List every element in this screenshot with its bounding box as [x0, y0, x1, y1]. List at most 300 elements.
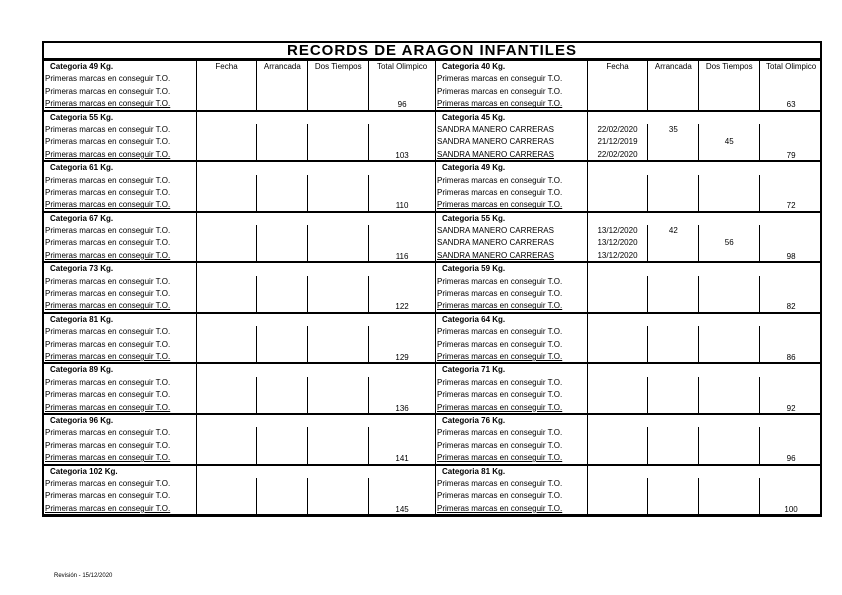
total-olimpico-value: 82 [760, 300, 822, 312]
blank-cell [760, 213, 822, 225]
table-row [44, 490, 435, 502]
blank-cell [257, 314, 308, 326]
dos-tiempos-value [308, 225, 369, 237]
blank-cell [588, 162, 649, 174]
blank-cell [257, 415, 308, 427]
arrancada-value [257, 503, 308, 515]
arrancada-value [257, 276, 308, 288]
blank-cell [648, 213, 699, 225]
blank-cell [197, 415, 258, 427]
category-label: Categoria 102 Kg. [44, 466, 197, 478]
blank-cell [760, 112, 822, 124]
blank-cell [760, 466, 822, 478]
blank-cell [699, 112, 760, 124]
blank-cell [369, 263, 435, 275]
table-row [44, 98, 435, 110]
right-records-table [436, 60, 822, 515]
table-row [436, 124, 822, 136]
table-row [44, 503, 435, 515]
total-olimpico-value [760, 288, 822, 300]
table-row [436, 503, 822, 515]
fecha-value [197, 276, 258, 288]
total-olimpico-value [760, 440, 822, 452]
category-row [436, 465, 822, 478]
total-olimpico-value [369, 187, 435, 199]
athlete-name: Primeras marcas en conseguir T.O. [436, 427, 588, 439]
total-olimpico-value [369, 478, 435, 490]
category-label: Categoria 81 Kg. [44, 314, 197, 326]
arrancada-value [257, 402, 308, 414]
table-row [436, 187, 822, 199]
table-row [436, 452, 822, 464]
table-row [44, 288, 435, 300]
dos-tiempos-value [699, 149, 760, 161]
column-header-dos-tiempos: Dos Tiempos [699, 61, 760, 73]
blank-cell [257, 263, 308, 275]
table-row [436, 73, 822, 85]
arrancada-value [257, 490, 308, 502]
athlete-name: Primeras marcas en conseguir T.O. [436, 276, 588, 288]
total-olimpico-value [369, 326, 435, 338]
arrancada-value [257, 175, 308, 187]
category-label: Categoria 40 Kg. [436, 61, 588, 73]
fecha-value [197, 300, 258, 312]
athlete-name: Primeras marcas en conseguir T.O. [436, 199, 588, 211]
dos-tiempos-value [308, 237, 369, 249]
table-row [436, 427, 822, 439]
blank-cell [369, 415, 435, 427]
total-olimpico-value: 103 [369, 149, 435, 161]
total-olimpico-value [369, 389, 435, 401]
dos-tiempos-value [308, 478, 369, 490]
fecha-value [197, 326, 258, 338]
fecha-value [588, 187, 649, 199]
dos-tiempos-value [308, 199, 369, 211]
blank-cell [760, 314, 822, 326]
table-row [44, 427, 435, 439]
athlete-name: Primeras marcas en conseguir T.O. [44, 149, 197, 161]
dos-tiempos-value [308, 377, 369, 389]
total-olimpico-value [760, 175, 822, 187]
total-olimpico-value [369, 225, 435, 237]
blank-cell [257, 112, 308, 124]
athlete-name: Primeras marcas en conseguir T.O. [436, 187, 588, 199]
dos-tiempos-value [699, 187, 760, 199]
category-row [436, 111, 822, 124]
blank-cell [197, 162, 258, 174]
table-row [436, 339, 822, 351]
fecha-value [197, 377, 258, 389]
athlete-name: SANDRA MANERO CARRERAS [436, 124, 588, 136]
category-row [44, 262, 435, 275]
table-row [44, 440, 435, 452]
dos-tiempos-value [699, 250, 760, 262]
dos-tiempos-value [308, 124, 369, 136]
total-olimpico-value [369, 237, 435, 249]
blank-cell [699, 263, 760, 275]
blank-cell [369, 112, 435, 124]
dos-tiempos-value [699, 124, 760, 136]
dos-tiempos-value [308, 276, 369, 288]
category-label: Categoria 55 Kg. [436, 213, 588, 225]
total-olimpico-value [369, 73, 435, 85]
total-olimpico-value [369, 288, 435, 300]
athlete-name: SANDRA MANERO CARRERAS [436, 136, 588, 148]
dos-tiempos-value [699, 452, 760, 464]
dos-tiempos-value [699, 225, 760, 237]
category-row [436, 313, 822, 326]
table-row [436, 250, 822, 262]
arrancada-value [257, 351, 308, 363]
arrancada-value [648, 98, 699, 110]
category-row [44, 313, 435, 326]
fecha-value [197, 452, 258, 464]
arrancada-value [648, 86, 699, 98]
fecha-value [197, 199, 258, 211]
dos-tiempos-value [699, 276, 760, 288]
blank-cell [760, 415, 822, 427]
category-row [44, 414, 435, 427]
fecha-value [588, 175, 649, 187]
table-row [436, 326, 822, 338]
athlete-name: Primeras marcas en conseguir T.O. [436, 490, 588, 502]
arrancada-value [257, 86, 308, 98]
blank-cell [197, 364, 258, 376]
total-olimpico-value [760, 187, 822, 199]
blank-cell [308, 112, 369, 124]
arrancada-value [648, 402, 699, 414]
athlete-name: Primeras marcas en conseguir T.O. [44, 351, 197, 363]
dos-tiempos-value [308, 86, 369, 98]
arrancada-value [257, 199, 308, 211]
arrancada-value [257, 478, 308, 490]
arrancada-value [648, 136, 699, 148]
table-row [44, 377, 435, 389]
dos-tiempos-value [699, 440, 760, 452]
total-olimpico-value [760, 427, 822, 439]
blank-cell [197, 213, 258, 225]
blank-cell [760, 162, 822, 174]
athlete-name: Primeras marcas en conseguir T.O. [44, 503, 197, 515]
total-olimpico-value: 141 [369, 452, 435, 464]
fecha-value [588, 427, 649, 439]
table-row [436, 389, 822, 401]
athlete-name: SANDRA MANERO CARRERAS [436, 237, 588, 249]
total-olimpico-value [760, 136, 822, 148]
table-row [44, 237, 435, 249]
fecha-value [197, 86, 258, 98]
arrancada-value [648, 250, 699, 262]
athlete-name: Primeras marcas en conseguir T.O. [436, 73, 588, 85]
arrancada-value [648, 389, 699, 401]
athlete-name: Primeras marcas en conseguir T.O. [436, 300, 588, 312]
fecha-value [588, 339, 649, 351]
fecha-value [197, 136, 258, 148]
dos-tiempos-value [699, 86, 760, 98]
category-row [436, 212, 822, 225]
blank-cell [588, 112, 649, 124]
arrancada-value [257, 377, 308, 389]
column-header-arrancada: Arrancada [648, 61, 699, 73]
dos-tiempos-value [699, 402, 760, 414]
blank-cell [648, 415, 699, 427]
blank-cell [699, 415, 760, 427]
athlete-name: Primeras marcas en conseguir T.O. [44, 237, 197, 249]
fecha-value [588, 351, 649, 363]
total-olimpico-value [760, 377, 822, 389]
column-header-total-olimpico: Total Olimpico [765, 62, 817, 71]
athlete-name: Primeras marcas en conseguir T.O. [436, 389, 588, 401]
dos-tiempos-value [308, 175, 369, 187]
athlete-name: Primeras marcas en conseguir T.O. [436, 326, 588, 338]
arrancada-value [648, 427, 699, 439]
blank-cell [257, 364, 308, 376]
fecha-value [197, 225, 258, 237]
total-olimpico-value: 145 [369, 503, 435, 515]
athlete-name: Primeras marcas en conseguir T.O. [44, 175, 197, 187]
dos-tiempos-value [699, 478, 760, 490]
category-row [436, 60, 822, 73]
category-label: Categoria 89 Kg. [44, 364, 197, 376]
total-olimpico-value [760, 86, 822, 98]
blank-cell [197, 263, 258, 275]
athlete-name: SANDRA MANERO CARRERAS [436, 149, 588, 161]
total-olimpico-value: 110 [369, 199, 435, 211]
blank-cell [699, 364, 760, 376]
category-label: Categoria 73 Kg. [44, 263, 197, 275]
athlete-name: Primeras marcas en conseguir T.O. [436, 339, 588, 351]
athlete-name: Primeras marcas en conseguir T.O. [44, 427, 197, 439]
fecha-value [197, 351, 258, 363]
arrancada-value [257, 300, 308, 312]
total-olimpico-value [760, 225, 822, 237]
athlete-name: Primeras marcas en conseguir T.O. [436, 452, 588, 464]
dos-tiempos-value [699, 377, 760, 389]
table-row [436, 377, 822, 389]
total-olimpico-value [760, 73, 822, 85]
category-label: Categoria 45 Kg. [436, 112, 588, 124]
fecha-value: 13/12/2020 [588, 237, 649, 249]
arrancada-value: 35 [648, 124, 699, 136]
total-olimpico-value: 122 [369, 300, 435, 312]
blank-cell [369, 213, 435, 225]
fecha-value [197, 250, 258, 262]
blank-cell [648, 162, 699, 174]
fecha-value: 13/12/2020 [588, 225, 649, 237]
arrancada-value [257, 124, 308, 136]
athlete-name: Primeras marcas en conseguir T.O. [44, 326, 197, 338]
dos-tiempos-value [308, 402, 369, 414]
revision-note: Revisión - 15/12/2020 [54, 573, 113, 579]
athlete-name: Primeras marcas en conseguir T.O. [44, 452, 197, 464]
athlete-name: Primeras marcas en conseguir T.O. [44, 136, 197, 148]
athlete-name: Primeras marcas en conseguir T.O. [44, 225, 197, 237]
dos-tiempos-value [308, 490, 369, 502]
dos-tiempos-value [308, 187, 369, 199]
fecha-value [588, 440, 649, 452]
total-olimpico-value [369, 124, 435, 136]
table-row [436, 136, 822, 148]
table-row [44, 326, 435, 338]
table-row [44, 187, 435, 199]
table-row [44, 175, 435, 187]
category-label: Categoria 81 Kg. [436, 466, 588, 478]
blank-cell [760, 263, 822, 275]
arrancada-value [648, 339, 699, 351]
dos-tiempos-value [699, 199, 760, 211]
fecha-value [588, 86, 649, 98]
dos-tiempos-value [308, 250, 369, 262]
athlete-name: Primeras marcas en conseguir T.O. [436, 440, 588, 452]
dos-tiempos-value [699, 351, 760, 363]
athlete-name: Primeras marcas en conseguir T.O. [436, 377, 588, 389]
total-olimpico-value [369, 490, 435, 502]
arrancada-value [648, 237, 699, 249]
arrancada-value [648, 73, 699, 85]
dos-tiempos-value [308, 427, 369, 439]
table-row [436, 402, 822, 414]
blank-cell [699, 466, 760, 478]
dos-tiempos-value [699, 98, 760, 110]
fecha-value [588, 98, 649, 110]
athlete-name: SANDRA MANERO CARRERAS [436, 225, 588, 237]
total-olimpico-value: 96 [760, 452, 822, 464]
blank-cell [257, 466, 308, 478]
total-olimpico-value [760, 124, 822, 136]
fecha-value [197, 440, 258, 452]
athlete-name: Primeras marcas en conseguir T.O. [44, 389, 197, 401]
total-olimpico-value [760, 276, 822, 288]
total-olimpico-value: 92 [760, 402, 822, 414]
column-header-fecha: Fecha [197, 61, 258, 73]
total-olimpico-value [760, 237, 822, 249]
athlete-name: Primeras marcas en conseguir T.O. [44, 73, 197, 85]
table-row [44, 300, 435, 312]
blank-cell [197, 112, 258, 124]
table-row [44, 351, 435, 363]
arrancada-value [257, 339, 308, 351]
fecha-value [197, 237, 258, 249]
total-olimpico-value [760, 490, 822, 502]
dos-tiempos-value [308, 98, 369, 110]
blank-cell [369, 314, 435, 326]
records-sheet [42, 41, 822, 517]
athlete-name: Primeras marcas en conseguir T.O. [44, 402, 197, 414]
dos-tiempos-value [308, 503, 369, 515]
table-row [436, 86, 822, 98]
dos-tiempos-value [699, 73, 760, 85]
total-olimpico-value: 98 [760, 250, 822, 262]
table-row [436, 199, 822, 211]
fecha-value [588, 300, 649, 312]
arrancada-value [648, 440, 699, 452]
blank-cell [308, 213, 369, 225]
fecha-value [197, 490, 258, 502]
total-olimpico-value: 63 [760, 98, 822, 110]
total-olimpico-value [369, 175, 435, 187]
fecha-value: 13/12/2020 [588, 250, 649, 262]
blank-cell [308, 415, 369, 427]
blank-cell [699, 162, 760, 174]
category-row [436, 262, 822, 275]
table-row [44, 452, 435, 464]
athlete-name: Primeras marcas en conseguir T.O. [436, 478, 588, 490]
total-olimpico-value: 72 [760, 199, 822, 211]
fecha-value [588, 199, 649, 211]
athlete-name: Primeras marcas en conseguir T.O. [44, 288, 197, 300]
athlete-name: Primeras marcas en conseguir T.O. [44, 478, 197, 490]
arrancada-value [257, 136, 308, 148]
category-label: Categoria 71 Kg. [436, 364, 588, 376]
arrancada-value [257, 389, 308, 401]
table-row [44, 250, 435, 262]
athlete-name: Primeras marcas en conseguir T.O. [44, 490, 197, 502]
fecha-value [588, 478, 649, 490]
arrancada-value [257, 452, 308, 464]
blank-cell [648, 112, 699, 124]
blank-cell [369, 466, 435, 478]
table-row [44, 339, 435, 351]
fecha-value [197, 149, 258, 161]
total-olimpico-value: 100 [760, 503, 822, 515]
table-row [44, 402, 435, 414]
arrancada-value [257, 250, 308, 262]
column-header-arrancada: Arrancada [257, 61, 308, 73]
total-olimpico-value: 79 [760, 149, 822, 161]
category-row [436, 363, 822, 376]
column-header-total-olimpico: Total Olimpico [376, 62, 428, 71]
arrancada-value [648, 377, 699, 389]
fecha-value [588, 276, 649, 288]
blank-cell [648, 263, 699, 275]
fecha-value [197, 478, 258, 490]
category-row [44, 60, 435, 73]
dos-tiempos-value [308, 136, 369, 148]
total-olimpico-value [369, 339, 435, 351]
blank-cell [308, 364, 369, 376]
blank-cell [257, 213, 308, 225]
dos-tiempos-value: 45 [699, 136, 760, 148]
table-row [436, 300, 822, 312]
fecha-value [588, 288, 649, 300]
athlete-name: Primeras marcas en conseguir T.O. [436, 351, 588, 363]
arrancada-value [648, 478, 699, 490]
page-title: RECORDS DE ARAGON INFANTILES [44, 43, 820, 60]
category-row [44, 212, 435, 225]
arrancada-value: 42 [648, 225, 699, 237]
blank-cell [699, 314, 760, 326]
dos-tiempos-value [308, 389, 369, 401]
category-label: Categoria 61 Kg. [44, 162, 197, 174]
athlete-name: Primeras marcas en conseguir T.O. [44, 124, 197, 136]
fecha-value [197, 427, 258, 439]
arrancada-value [648, 503, 699, 515]
total-olimpico-value [760, 326, 822, 338]
arrancada-value [257, 187, 308, 199]
dos-tiempos-value [699, 427, 760, 439]
blank-cell [648, 314, 699, 326]
table-row [44, 136, 435, 148]
total-olimpico-value [760, 478, 822, 490]
athlete-name: Primeras marcas en conseguir T.O. [44, 250, 197, 262]
table-row [436, 288, 822, 300]
fecha-value [197, 288, 258, 300]
total-olimpico-value: 86 [760, 351, 822, 363]
fecha-value [588, 452, 649, 464]
arrancada-value [648, 149, 699, 161]
category-row [44, 465, 435, 478]
category-row [44, 363, 435, 376]
